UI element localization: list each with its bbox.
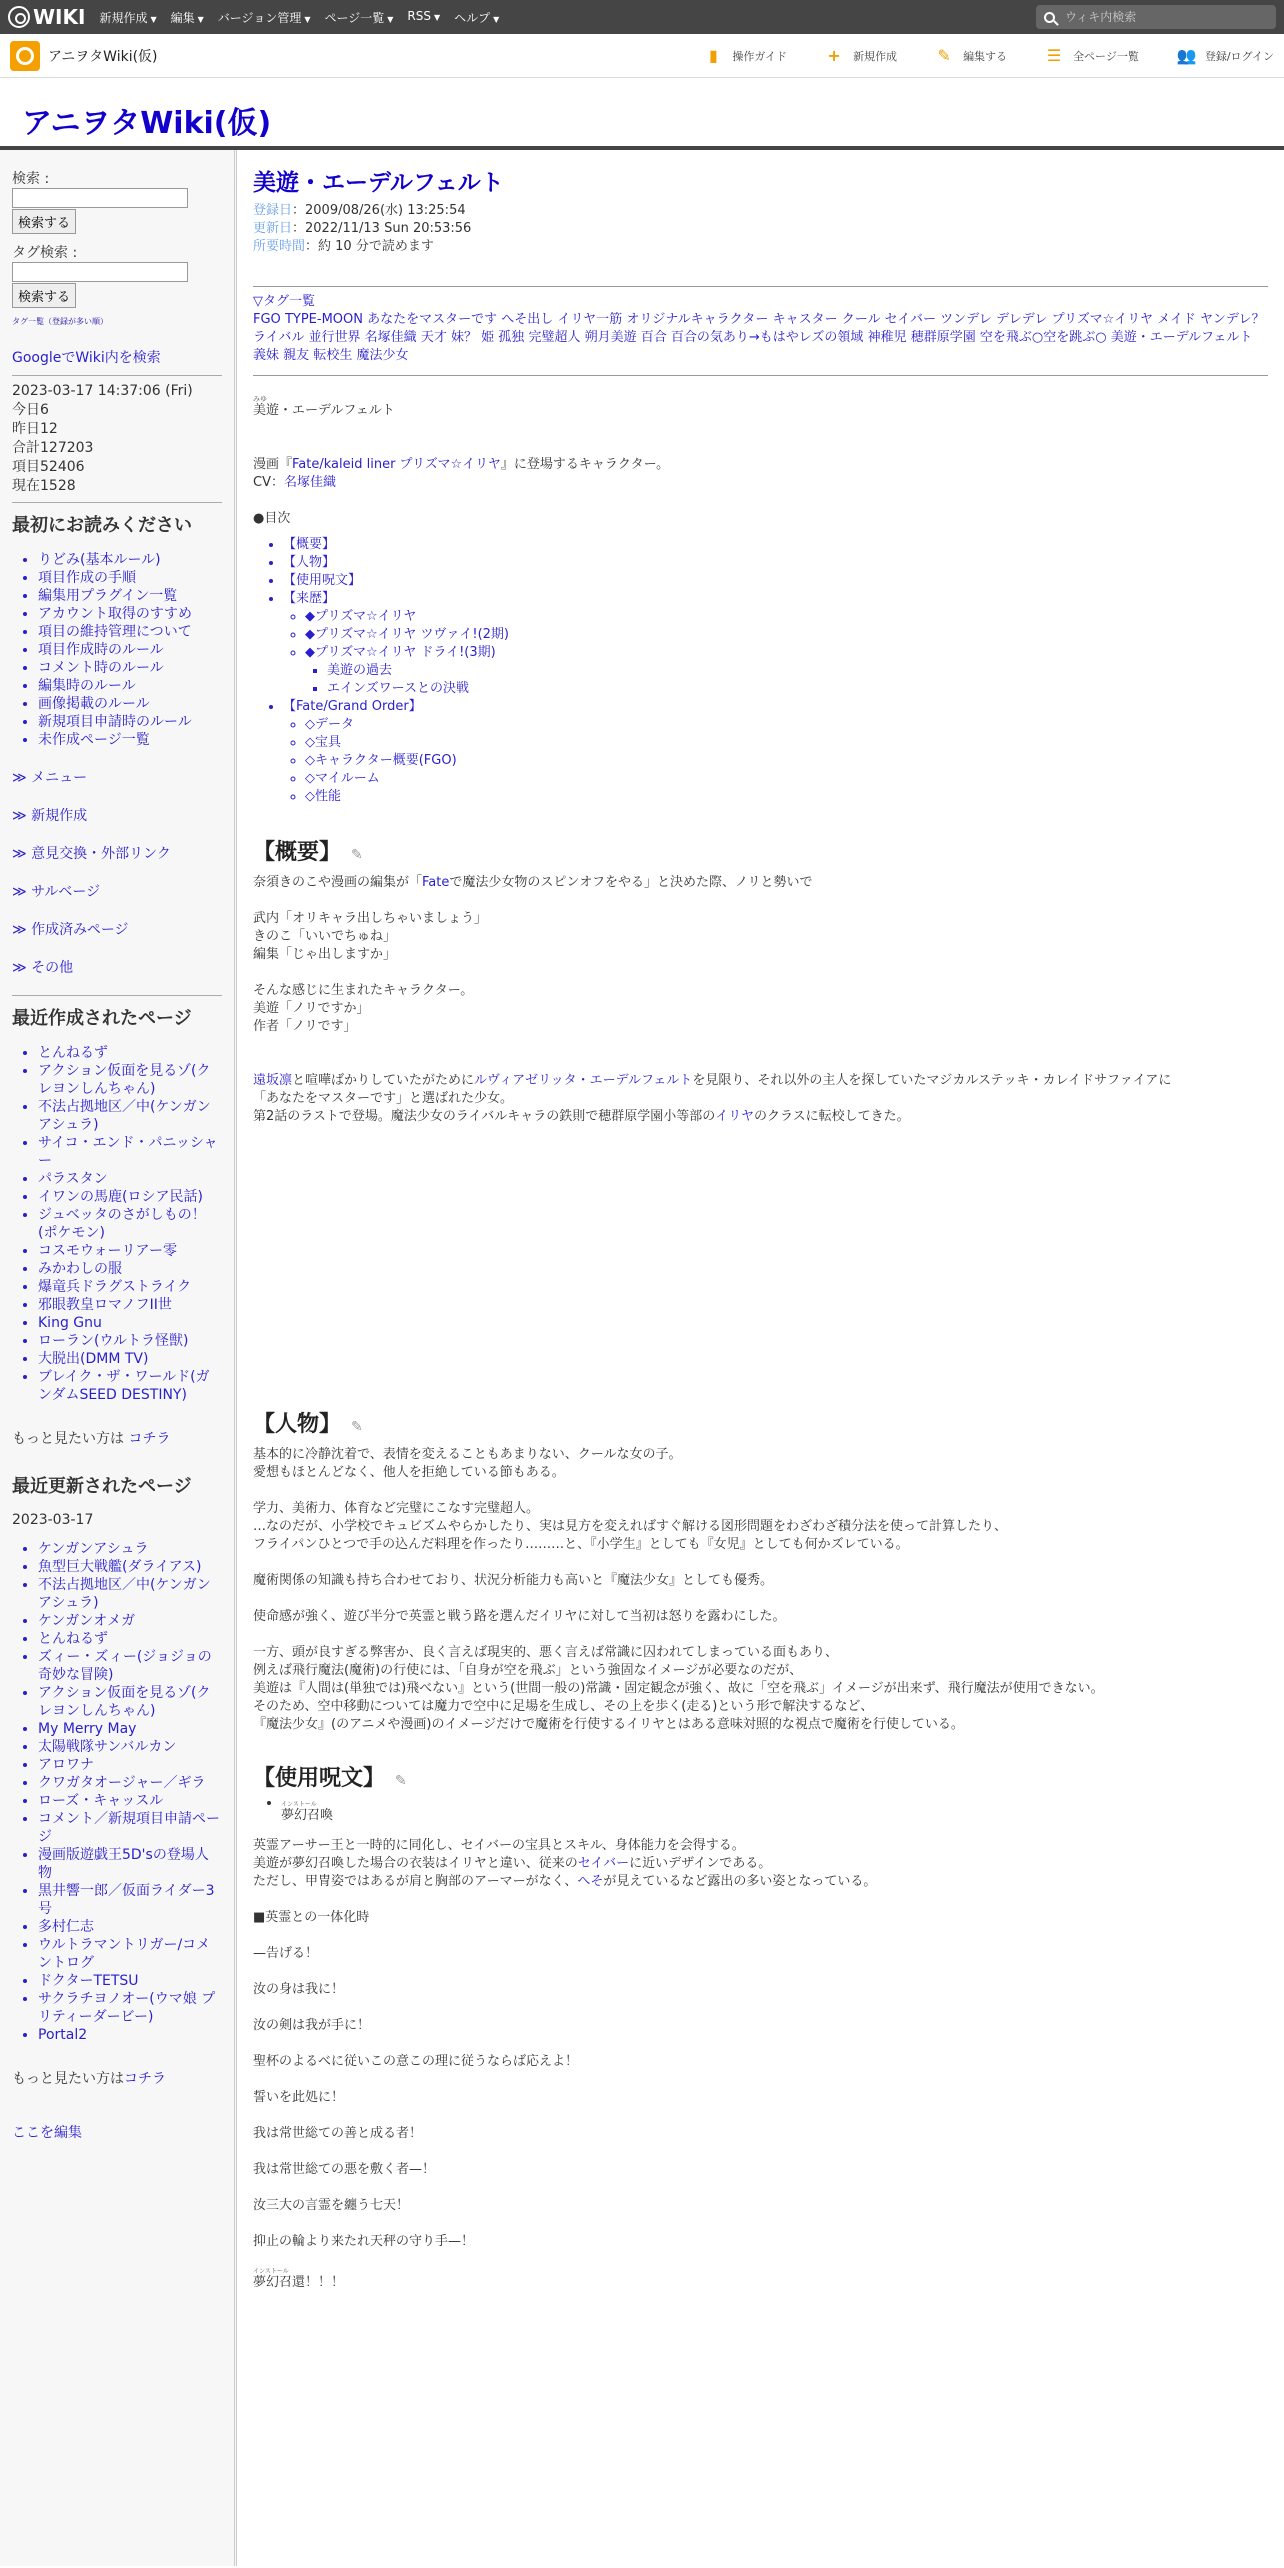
toc-label[interactable]: 【Fate/Grand Order】: [283, 699, 422, 714]
tool-login[interactable]: [1177, 47, 1274, 65]
menu-label: 編集: [170, 10, 195, 25]
text-line: —告げる！: [253, 1946, 319, 1961]
read-first-heading: 最初にお読みください: [12, 515, 192, 536]
toc: [253, 536, 1268, 806]
toc-item[interactable]: ◦ ◇マイルーム: [305, 770, 1268, 788]
list-item[interactable]: • ブレイク・ザ・ワールド(ガンダムSEED DESTINY): [38, 1368, 222, 1404]
tag-link[interactable]: メイド: [1157, 312, 1196, 327]
site-logo[interactable]: [10, 41, 158, 71]
counter: [12, 382, 222, 496]
tag-link[interactable]: 穂群原学園: [910, 330, 976, 345]
site-toolbar: [0, 34, 1284, 78]
menu-version[interactable]: [218, 9, 311, 26]
list-item[interactable]: • パラスタン: [38, 1170, 222, 1188]
tag-link[interactable]: イリヤ一筋: [557, 312, 623, 327]
text-line: 学力、美術力、体育など完璧にこなす完璧超人。: [253, 1501, 540, 1516]
salvage-link[interactable]: [12, 881, 222, 901]
double-arrow-icon: ≫: [12, 770, 32, 786]
list-item[interactable]: • コメント／新規項目申請ページ: [38, 1810, 222, 1846]
at-logo-icon: [8, 6, 30, 28]
list-item[interactable]: • サクラチヨノオー(ウマ娘 プリティーダービー): [38, 1990, 222, 2026]
list-item[interactable]: • コメント時のルール: [38, 659, 222, 677]
overview-dialogue: [253, 910, 1268, 1036]
tag-link[interactable]: ライバル: [253, 330, 305, 345]
caret-down-icon: ▼: [493, 14, 500, 24]
menu-help[interactable]: [454, 9, 499, 26]
text: と喧嘩ばかりしていたがために: [292, 1073, 475, 1088]
toc-sublist: [283, 608, 1268, 698]
wiki-logo[interactable]: [8, 5, 85, 29]
spell-desc: [253, 1837, 1268, 1891]
registered-date: ：2009/08/26(水) 13:25:54: [292, 203, 466, 218]
overview-lead: [253, 874, 1268, 892]
text-line: 「あなたをマスターです」と選ばれた少女。: [253, 1091, 514, 1106]
text-line: 我は常世総ての善と成る者！: [253, 2126, 423, 2141]
spell-ruby: • インストール: [281, 1801, 317, 1808]
text-line: 編集「じゃ出しますか」: [253, 947, 397, 962]
list-item[interactable]: • とんねるず: [38, 1044, 222, 1062]
text-line: 夢幻召還！！！: [253, 2275, 345, 2290]
search-button[interactable]: 検索する: [12, 209, 76, 234]
list-item[interactable]: • クワガタオージャー／ギラ: [38, 1774, 222, 1792]
sidebar: [0, 150, 237, 2566]
tool-label: 新規作成: [853, 49, 898, 63]
read-first-list: [12, 551, 222, 749]
section-title: 【使用呪文】: [253, 1766, 386, 1791]
intro-text: 』に登場するキャラクター。: [500, 457, 670, 472]
meta-key: 更新日: [253, 221, 293, 236]
tag-link[interactable]: へそ出し: [501, 312, 554, 327]
rin-link[interactable]: 遠坂凛: [253, 1073, 293, 1088]
article: [237, 150, 1284, 2566]
counter-now: 現在1528: [12, 478, 76, 494]
text-line: 例えば飛行魔法(魔術)の行使には、「自身が空を飛ぶ」という強固なイメージが必要なのだが、: [253, 1663, 803, 1678]
toc-item[interactable]: • 【人物】: [283, 554, 1268, 572]
wiki-logo-text: WIKI: [33, 5, 86, 29]
toc-item[interactable]: ▪ 美遊の過去: [327, 662, 1268, 680]
menu-label: RSS: [407, 8, 431, 23]
text-line: 汝三大の言霊を纏う七天！: [253, 2198, 410, 2213]
tag-link[interactable]: TYPE-MOON: [284, 312, 363, 327]
tag-link[interactable]: 空を飛ぶ○空を跳ぶ○: [979, 330, 1107, 345]
name-line: 美遊・エーデルフェルト: [253, 403, 395, 418]
search-label: 検索 :: [12, 171, 50, 187]
text-line: 汝の身は我に！: [253, 1982, 345, 1997]
list-item[interactable]: • 項目作成の手順: [38, 569, 222, 587]
site-title[interactable]: アニヲタWiki(仮): [22, 106, 272, 141]
list-item[interactable]: • ローラン(ウルトラ怪獣): [38, 1332, 222, 1350]
tag-link[interactable]: FGO: [253, 312, 281, 327]
tag-link[interactable]: 神稚児: [867, 330, 907, 345]
text-line: 武内「オリキャラ出しちゃいましょう」: [253, 911, 488, 926]
tag-link[interactable]: 名塚佳織: [364, 330, 417, 345]
menu-rss[interactable]: [407, 9, 440, 26]
recent-updated-heading: 最近更新されたページ: [12, 1476, 192, 1497]
global-topbar: [0, 0, 1284, 34]
text-line: 魔術関係の知識も持ち合わせており、状況分析能力も高いと『魔法少女』としても優秀。: [253, 1573, 774, 1588]
tag-link[interactable]: 完璧超人: [528, 330, 581, 345]
toc-item: [283, 698, 1268, 806]
caret-down-icon: ▼: [304, 14, 311, 24]
toc-item[interactable]: ◦ ◇宝具: [305, 734, 1268, 752]
list-item[interactable]: • ジュベッタのさがしもの！(ポケモン): [38, 1206, 222, 1242]
text-line: 我は常世総ての悪を敷く者—！: [253, 2162, 436, 2177]
tag-link[interactable]: あなたをマスターです: [367, 312, 498, 327]
text-line: 英霊アーサー王と一時的に同化し、セイバーの宝具とスキル、身体能力を会得する。: [253, 1838, 745, 1853]
menu-link-label: 新規作成: [31, 808, 88, 824]
list-item[interactable]: • 不法占拠地区／中(ケンガンアシュラ): [38, 1576, 222, 1612]
text: ただし、甲冑姿ではあるが肩と胸部のアーマーがなく、: [253, 1874, 578, 1889]
tag-link[interactable]: 義妹: [253, 348, 280, 363]
counter-date: 2023-03-17 14:37:06 (Fri): [12, 383, 193, 399]
pencil-icon[interactable]: ✎: [351, 1419, 363, 1435]
wiki-search-box: [1036, 5, 1276, 29]
list-item[interactable]: • 多村仁志: [38, 1918, 222, 1936]
tool-guide[interactable]: [704, 47, 787, 65]
text-line: 汝の剣は我が手に！: [253, 2018, 371, 2033]
list-item[interactable]: • アクション仮面を見るゾ(クレヨンしんちゃん): [38, 1062, 222, 1098]
site-title-bar: [0, 78, 1284, 150]
meta-key: 所要時間: [253, 239, 306, 254]
tag-link[interactable]: 親友: [283, 348, 310, 363]
counter-yesterday: 昨日12: [12, 421, 58, 437]
sidebar-search-input[interactable]: [12, 188, 188, 208]
text-line: 『魔法少女』(のアニメや漫画)のイメージだけで魔術を行使するイリヤとはある意味対照的な視点で魔術を行使している。: [253, 1717, 964, 1732]
list-item[interactable]: • ズィー・ズィー(ジョジョの奇妙な冒険): [38, 1648, 222, 1684]
menu-link-label: 作成済みページ: [31, 922, 129, 938]
list-item[interactable]: • りどみ(基本ルール): [38, 551, 222, 569]
text-line: ■英霊との一体化時: [253, 1910, 370, 1925]
list-item[interactable]: • 項目の維持管理について: [38, 623, 222, 641]
menu-label: ページ一覧: [324, 10, 385, 25]
section-title: 【人物】: [253, 1412, 342, 1437]
page-body: [0, 150, 1284, 2566]
spell-item: [281, 1794, 1268, 1825]
section-heading-overview: [253, 840, 1268, 865]
search-icon[interactable]: [1044, 12, 1055, 23]
tag-link[interactable]: ヤンデレ？: [1200, 312, 1265, 327]
character-text: [253, 1446, 1268, 1734]
page-meta: [253, 202, 1268, 256]
opinion-link[interactable]: [12, 843, 222, 863]
double-arrow-icon: ≫: [12, 884, 32, 900]
menu-label: 新規作成: [99, 10, 148, 25]
list-item[interactable]: • 漫画版遊戯王5D'sの登場人物: [38, 1846, 222, 1882]
updated-date: ：2022/11/13 Sun 20:53:56: [292, 221, 472, 236]
menu-link-label: サルベージ: [31, 884, 101, 900]
intro-line: [253, 456, 1268, 474]
site-logo-icon: [10, 41, 40, 71]
tool-all-pages[interactable]: [1045, 47, 1139, 65]
caret-down-icon: ▼: [197, 14, 204, 24]
text: で魔法少女物のスピンオフをやる」と決めた際、ノリと勢いで: [449, 875, 813, 890]
text-line: 抑止の輪より来たれ天秤の守り手—！: [253, 2234, 475, 2249]
list-item[interactable]: • 不法占拠地区／中(ケンガンアシュラ): [38, 1098, 222, 1134]
more-link[interactable]: コチラ: [128, 1431, 171, 1447]
tag-list-link[interactable]: タグ一覧（登録が多い順）: [12, 317, 108, 326]
list-item[interactable]: • 邪眼教皇ロマノフII世: [38, 1296, 222, 1314]
other-link[interactable]: [12, 957, 222, 977]
toc-item[interactable]: ▪ エインズワースとの決戦: [327, 680, 1268, 698]
fate-link[interactable]: Fate: [422, 875, 450, 890]
pencil-icon[interactable]: ✎: [351, 847, 363, 863]
text: に近いデザインである。: [629, 1856, 772, 1871]
list-item[interactable]: • アクション仮面を見るゾ(クレヨンしんちゃん): [38, 1684, 222, 1720]
list-item[interactable]: • コスモウォーリアー零: [38, 1242, 222, 1260]
text-line: そんな感じに生まれたキャラクター。: [253, 983, 474, 998]
divider: [12, 375, 222, 376]
text: 奈須きのこや漫画の編集が「: [253, 875, 423, 890]
tag-link[interactable]: クール: [841, 312, 881, 327]
toc-item: [305, 644, 1268, 698]
illya-link[interactable]: イリヤ: [715, 1109, 754, 1124]
text: 第2話のラストで登場。魔法少女のライバルキャラの鉄則で穂群原学園小等部の: [253, 1109, 716, 1124]
final-ruby: インストール: [253, 2268, 289, 2275]
new-page-link[interactable]: [12, 805, 222, 825]
tag-link[interactable]: キャスター: [772, 312, 838, 327]
toc-title: ●目次: [253, 511, 291, 526]
menu-label: バージョン管理: [217, 10, 302, 25]
toc-label[interactable]: ◆プリズマ☆イリヤ ドライ!(3期): [305, 645, 496, 660]
toc-sublist: [283, 716, 1268, 806]
list-item[interactable]: • 太陽戦隊サンバルカン: [38, 1738, 222, 1756]
text-line: 美遊は『人間は(単独では)飛べない』という(世間一般の)常識・固定観念が強く、故に「空を飛ぶ」イメージが出来ず、飛行魔法が使用できない。: [253, 1681, 1104, 1696]
spell-list: [253, 1794, 1268, 1825]
toc-item[interactable]: ◦ ◆プリズマ☆イリヤ ツヴァイ!(2期): [305, 626, 1268, 644]
double-arrow-icon: ≫: [12, 960, 32, 976]
text: が見えているなど露出の多い姿となっている。: [603, 1874, 877, 1889]
tag-link[interactable]: 転校生: [313, 348, 353, 363]
menu-edit[interactable]: [171, 9, 204, 26]
page-icon: ☰: [1046, 45, 1062, 65]
list-item[interactable]: • 画像掲載のルール: [38, 695, 222, 713]
list-item[interactable]: • ドクターTETSU: [38, 1972, 222, 1990]
caret-down-icon: ▼: [150, 14, 157, 24]
site-name: アニヲタWiki(仮): [48, 48, 158, 65]
toc-item[interactable]: • 【使用呪文】: [283, 572, 1268, 590]
toc-item[interactable]: ◦ ◇キャラクター概要(FGO): [305, 752, 1268, 770]
list-item[interactable]: • ウルトラマントリガー/コメントログ: [38, 1936, 222, 1972]
more-link[interactable]: コチラ: [124, 2071, 166, 2087]
text-line: 美遊「ノリですか」: [253, 1001, 370, 1016]
list-item[interactable]: • アロワナ: [38, 1756, 222, 1774]
text-line: …なのだが、小学校でキュビズムやらかしたり、実は見方を変えればすぐ解ける図形問題をわざわざ積分法を使って計算したり、: [253, 1519, 1008, 1534]
tool-label: 操作ガイド: [732, 49, 788, 63]
list-item[interactable]: • ケンガンアシュラ: [38, 1540, 222, 1558]
series-link[interactable]: Fate/kaleid liner プリズマ☆イリヤ: [292, 457, 501, 472]
text-line: 愛想もほとんどなく、他人を拒絶している節もある。: [253, 1465, 565, 1480]
tag-link[interactable]: オリジナルキャラクター: [626, 312, 769, 327]
tool-label: 全ページ一覧: [1073, 49, 1139, 63]
plus-icon: +: [827, 45, 841, 65]
list-item[interactable]: • 黒井響一郎／仮面ライダー3号: [38, 1882, 222, 1918]
toc-item[interactable]: • 【概要】: [283, 536, 1268, 554]
divider: [12, 502, 222, 503]
pencil-icon[interactable]: ✎: [395, 1773, 407, 1789]
recent-created-list: [12, 1044, 222, 1404]
tag-link[interactable]: セイバー: [884, 312, 936, 327]
menu-link[interactable]: [12, 767, 222, 787]
tag-link[interactable]: ツンデレ: [940, 312, 992, 327]
tag-search-button[interactable]: 検索する: [12, 283, 76, 308]
tool-new[interactable]: [825, 47, 897, 65]
google-search-link[interactable]: GoogleでWiki内を検索: [12, 350, 161, 366]
book-icon: ▮: [708, 45, 718, 65]
text-line: 一方、頭が良すぎる弊害か、良く言えば現実的、悪く言えば常識に囚われてしまっている面もあり、: [253, 1645, 839, 1660]
text: 美遊が夢幻召喚した場合の衣装はイリヤと違い、従来の: [253, 1856, 578, 1871]
toc-sublist: [305, 662, 1268, 698]
tool-label: 編集する: [963, 49, 1008, 63]
text-line: フライパンひとつで手の込んだ料理を作ったり………と、『小学生』としても『女児』としても何かズレている。: [253, 1537, 909, 1552]
menu-new[interactable]: [99, 9, 156, 26]
tag-link[interactable]: プリズマ☆イリヤ: [1051, 312, 1153, 327]
read-time: ：約 10 分で読めます: [305, 239, 434, 254]
tag-link[interactable]: 並行世界: [308, 330, 361, 345]
text: を見限り、それ以外の主人を探していたマジカルステッキ・カレイドサファイアに: [692, 1073, 1172, 1088]
list-item[interactable]: • イワンの馬鹿(ロシア民話): [38, 1188, 222, 1206]
users-icon: 👥: [1176, 45, 1197, 65]
wiki-search-input[interactable]: [1063, 9, 1253, 25]
toc-label[interactable]: 【来歴】: [283, 591, 336, 606]
list-item[interactable]: • 大脱出(DMM TV): [38, 1350, 222, 1368]
cv-prefix: CV：: [253, 475, 284, 490]
list-item[interactable]: • ケンガンオメガ: [38, 1612, 222, 1630]
text-line: 聖杯のよるべに従いこの意この理に従うならば応えよ！: [253, 2054, 579, 2069]
cv-line: [253, 474, 1268, 492]
list-item[interactable]: • 新規項目申請時のルール: [38, 713, 222, 731]
list-item[interactable]: • 爆竜兵ドラグストライク: [38, 1278, 222, 1296]
caret-down-icon: ▼: [387, 14, 394, 24]
tag-toggle[interactable]: ▽タグ一覧: [253, 294, 315, 309]
text-line: きのこ「いいでちゅね」: [253, 929, 397, 944]
tag-search-input[interactable]: [12, 262, 188, 282]
tool-links: [704, 47, 1274, 65]
tag-link[interactable]: デレデレ: [996, 312, 1048, 327]
spell-name: 夢幻召喚: [281, 1808, 334, 1823]
counter-items: 項目52406: [12, 459, 85, 475]
page-title: 美遊・エーデルフェルト: [253, 170, 504, 196]
tag-link[interactable]: 朔月美遊: [584, 330, 637, 345]
menu-label: ヘルプ: [454, 10, 491, 25]
tag-link[interactable]: 孤独: [498, 330, 525, 345]
tag-search-label: タグ検索 :: [12, 245, 78, 261]
tool-label: 登録/ログイン: [1204, 49, 1274, 63]
list-item[interactable]: • 編集用プラグイン一覧: [38, 587, 222, 605]
tag-link[interactable]: 美遊・エーデルフェルト: [1110, 330, 1253, 345]
edit-here-link[interactable]: ここを編集: [12, 2125, 82, 2141]
saber-link[interactable]: セイバー: [577, 1856, 630, 1871]
list-item[interactable]: • とんねるず: [38, 1630, 222, 1648]
more-prefix: もっと見たい方は: [12, 2071, 124, 2087]
divider: [12, 995, 222, 996]
recent-created-heading: 最近作成されたページ: [12, 1008, 192, 1029]
list-item[interactable]: • 項目作成時のルール: [38, 641, 222, 659]
caret-down-icon: ▼: [433, 12, 441, 22]
menu-link-label: その他: [31, 960, 74, 976]
text: のクラスに転校してきた。: [753, 1109, 910, 1124]
menu-link-label: 意見交換・外部リンク: [31, 846, 171, 862]
more-created: [12, 1428, 222, 1448]
list-item[interactable]: • 魚型巨大戦艦(ダライアス): [38, 1558, 222, 1576]
counter-today: 今日6: [12, 402, 49, 418]
list-item[interactable]: • My Merry May: [38, 1720, 222, 1738]
list-item[interactable]: • King Gnu: [38, 1314, 222, 1332]
tag-link[interactable]: 妹？: [450, 330, 477, 345]
tag-list: [253, 293, 1268, 365]
tag-link[interactable]: 天才: [420, 330, 447, 345]
tag-link[interactable]: 百合: [640, 330, 667, 345]
pencil-icon: ✎: [937, 45, 951, 65]
section-heading-spells: [253, 1766, 1268, 1791]
list-item[interactable]: • ローズ・キャッスル: [38, 1792, 222, 1810]
overview-paragraph: [253, 1072, 1268, 1126]
toc-item[interactable]: ◦ ◇データ: [305, 716, 1268, 734]
list-item[interactable]: • 編集時のルール: [38, 677, 222, 695]
tags: [253, 311, 1268, 365]
double-arrow-icon: ≫: [12, 846, 32, 862]
section-title: 【概要】: [253, 840, 342, 865]
more-prefix: もっと見たい方は: [12, 1431, 124, 1447]
menu-link-label: メニュー: [31, 770, 88, 786]
tool-edit[interactable]: [935, 47, 1007, 65]
list-item[interactable]: • アカウント取得のすすめ: [38, 605, 222, 623]
toc-item: [283, 590, 1268, 698]
text-line: 作者「ノリです」: [253, 1019, 357, 1034]
text-line: 使命感が強く、遊び半分で英霊と戦う路を選んだイリヤに対して当初は怒りを露わにした。: [253, 1609, 786, 1624]
section-heading-character: [253, 1412, 1268, 1437]
text-line: 誓いを此処に！: [253, 2090, 345, 2105]
text-line: 基本的に冷静沈着で、表情を変えることもあまりない、クールな女の子。: [253, 1447, 682, 1462]
more-updated: [12, 2068, 222, 2088]
intro-text: 漫画『: [253, 457, 293, 472]
list-item[interactable]: • 未作成ページ一覧: [38, 731, 222, 749]
recent-updated-list: [12, 1540, 222, 2044]
tag-link[interactable]: 百合の気あり→もはやレズの領域: [670, 330, 864, 345]
navel-link[interactable]: へそ: [577, 1874, 604, 1889]
menu-pages[interactable]: [324, 9, 393, 26]
cv-link[interactable]: 名塚佳織: [283, 475, 336, 490]
double-arrow-icon: ≫: [12, 922, 32, 938]
toc-item[interactable]: ◦ ◆プリズマ☆イリヤ: [305, 608, 1268, 626]
toc-item[interactable]: ◦ ◇性能: [305, 788, 1268, 806]
list-item[interactable]: • サイコ・エンド・パニッシャー: [38, 1134, 222, 1170]
list-item[interactable]: • みかわしの服: [38, 1260, 222, 1278]
tag-link[interactable]: 姫: [481, 330, 495, 345]
divider: [253, 286, 1268, 287]
text-line: そのため、空中移動については魔力で空中に足場を生成し、その上を歩く(走る)という形で解決するなど、: [253, 1699, 874, 1714]
recent-updated-date: 2023-03-17: [12, 1512, 94, 1528]
top-menu: [99, 9, 499, 26]
double-arrow-icon: ≫: [12, 808, 32, 824]
created-pages-link[interactable]: [12, 919, 222, 939]
name-ruby: みゆ: [253, 395, 267, 403]
luvia-link[interactable]: ルヴィアゼリッタ・エーデルフェルト: [474, 1073, 693, 1088]
counter-total: 合計127203: [12, 440, 94, 456]
chant: [253, 1909, 1268, 2292]
tag-link[interactable]: 魔法少女: [356, 348, 409, 363]
list-item[interactable]: • Portal2: [38, 2026, 222, 2044]
meta-key: 登録日: [253, 203, 293, 218]
